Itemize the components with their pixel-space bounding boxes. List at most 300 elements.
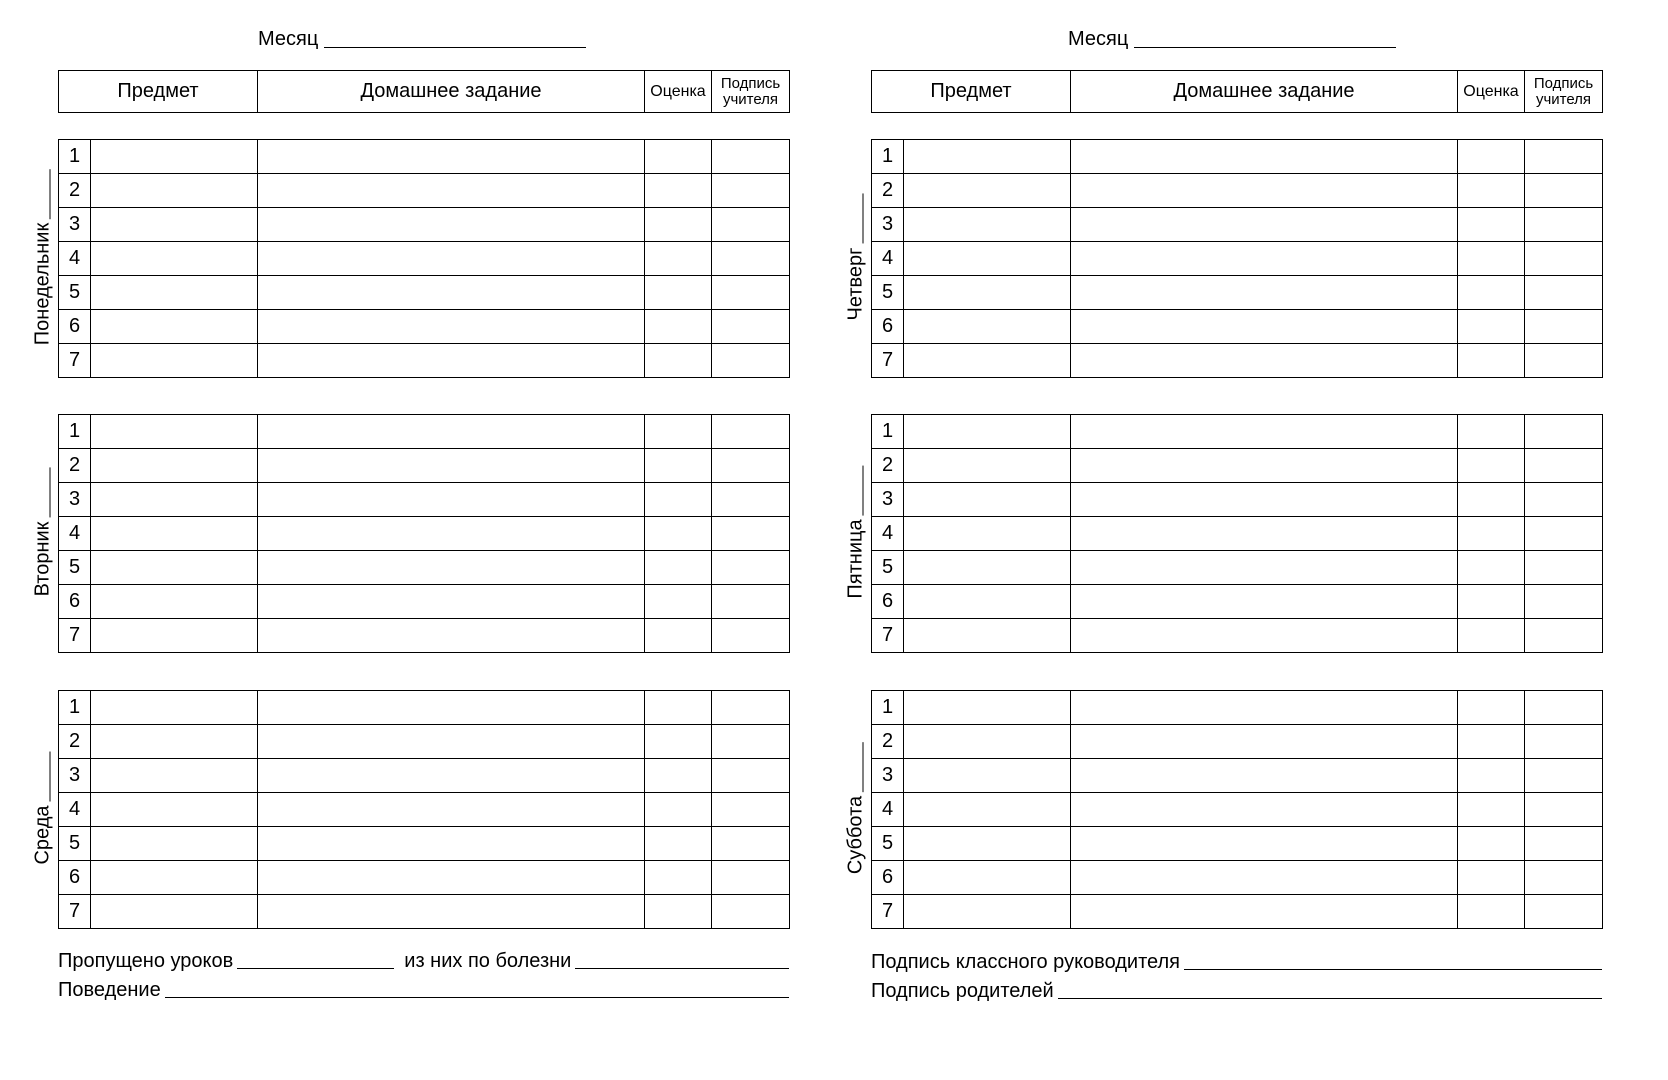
grade-cell[interactable] — [1458, 140, 1525, 174]
day-label-monday: Понедельник — [32, 169, 55, 345]
grade-cell[interactable] — [645, 691, 712, 725]
table-row — [59, 174, 790, 208]
sick-input[interactable] — [575, 968, 789, 969]
homework-cell[interactable] — [258, 174, 645, 208]
grade-cell[interactable] — [1458, 861, 1525, 895]
table-row — [59, 759, 790, 793]
teacher-signature-cell[interactable] — [712, 344, 790, 378]
subject-cell[interactable] — [91, 483, 258, 517]
day-label-thursday: Четверг — [845, 194, 868, 321]
class-teacher-signature-input[interactable] — [1184, 969, 1602, 970]
lesson-number: 4 — [872, 793, 904, 827]
teacher-signature-cell[interactable] — [712, 208, 790, 242]
missed-lessons-input[interactable] — [237, 968, 394, 969]
lesson-number: 3 — [872, 208, 904, 242]
teacher-signature-cell[interactable] — [712, 174, 790, 208]
teacher-signature-cell[interactable] — [712, 449, 790, 483]
homework-cell[interactable] — [1071, 619, 1458, 653]
homework-cell[interactable] — [258, 310, 645, 344]
lesson-number: 6 — [59, 861, 91, 895]
homework-cell[interactable] — [258, 759, 645, 793]
lesson-number: 7 — [872, 895, 904, 929]
lesson-number: 3 — [872, 483, 904, 517]
teacher-signature-cell[interactable] — [1525, 140, 1603, 174]
grade-cell[interactable] — [645, 483, 712, 517]
subject-cell[interactable] — [91, 310, 258, 344]
grade-cell[interactable] — [1458, 585, 1525, 619]
subject-cell[interactable] — [904, 174, 1071, 208]
right-page — [834, 0, 1668, 1080]
grade-cell[interactable] — [645, 449, 712, 483]
table-row — [872, 585, 1603, 619]
grade-cell[interactable] — [645, 415, 712, 449]
header-table — [58, 70, 790, 113]
grade-cell[interactable] — [1458, 174, 1525, 208]
grade-cell[interactable] — [1458, 208, 1525, 242]
subject-cell[interactable] — [91, 691, 258, 725]
month-label: Месяц — [1068, 28, 1129, 50]
subject-cell[interactable] — [904, 585, 1071, 619]
grade-cell[interactable] — [1458, 449, 1525, 483]
grade-cell[interactable] — [645, 895, 712, 929]
month-input-line[interactable] — [324, 47, 586, 48]
teacher-signature-cell[interactable] — [1525, 691, 1603, 725]
teacher-signature-cell[interactable] — [1525, 759, 1603, 793]
table-row — [59, 344, 790, 378]
teacher-signature-cell[interactable] — [1525, 310, 1603, 344]
subject-cell[interactable] — [904, 619, 1071, 653]
lesson-number: 5 — [59, 827, 91, 861]
grade-cell[interactable] — [645, 276, 712, 310]
teacher-signature-cell[interactable] — [1525, 208, 1603, 242]
grade-cell[interactable] — [645, 344, 712, 378]
grade-cell[interactable] — [1458, 344, 1525, 378]
teacher-signature-cell[interactable] — [1525, 344, 1603, 378]
lesson-number: 7 — [872, 619, 904, 653]
lesson-number: 5 — [872, 551, 904, 585]
teacher-signature-cell[interactable] — [1525, 276, 1603, 310]
grade-cell[interactable] — [645, 725, 712, 759]
teacher-signature-cell[interactable] — [1525, 861, 1603, 895]
behavior-input[interactable] — [165, 997, 789, 998]
table-row — [872, 344, 1603, 378]
subject-cell[interactable] — [91, 140, 258, 174]
homework-cell[interactable] — [258, 725, 645, 759]
homework-cell[interactable] — [258, 895, 645, 929]
grade-cell[interactable] — [1458, 483, 1525, 517]
class-teacher-signature-line — [871, 951, 1602, 974]
lesson-number: 7 — [59, 344, 91, 378]
homework-cell[interactable] — [1071, 242, 1458, 276]
homework-cell[interactable] — [1071, 895, 1458, 929]
grade-cell[interactable] — [1458, 415, 1525, 449]
subject-cell[interactable] — [904, 415, 1071, 449]
date-input-line[interactable] — [863, 465, 864, 515]
subject-cell[interactable] — [904, 861, 1071, 895]
teacher-signature-cell[interactable] — [1525, 725, 1603, 759]
grade-cell[interactable] — [1458, 691, 1525, 725]
table-row — [59, 691, 790, 725]
lesson-number: 2 — [59, 174, 91, 208]
subject-cell[interactable] — [91, 585, 258, 619]
grade-cell[interactable] — [1458, 619, 1525, 653]
subject-cell[interactable] — [91, 551, 258, 585]
subject-cell[interactable] — [904, 793, 1071, 827]
date-input-line[interactable] — [50, 169, 51, 219]
teacher-signature-cell[interactable] — [712, 895, 790, 929]
lesson-number: 4 — [872, 242, 904, 276]
missed-lessons-label: Пропущено уроков — [58, 950, 234, 972]
grade-cell[interactable] — [645, 585, 712, 619]
table-row — [59, 310, 790, 344]
subject-cell[interactable] — [91, 344, 258, 378]
month-input-line[interactable] — [1134, 47, 1396, 48]
teacher-signature-line1: Подпись — [1533, 74, 1594, 92]
lesson-number: 1 — [59, 415, 91, 449]
homework-cell[interactable] — [1071, 585, 1458, 619]
lesson-number: 3 — [59, 759, 91, 793]
table-row — [872, 691, 1603, 725]
lesson-number: 5 — [59, 551, 91, 585]
missed-lessons-line — [58, 950, 789, 973]
grade-cell[interactable] — [645, 861, 712, 895]
table-row — [59, 793, 790, 827]
subject-cell[interactable] — [904, 449, 1071, 483]
homework-cell[interactable] — [1071, 517, 1458, 551]
subject-cell[interactable] — [91, 759, 258, 793]
teacher-signature-cell[interactable] — [712, 483, 790, 517]
teacher-signature-cell[interactable] — [712, 585, 790, 619]
table-row — [59, 725, 790, 759]
homework-cell[interactable] — [258, 827, 645, 861]
subject-header: Предмет — [59, 71, 258, 113]
teacher-signature-cell[interactable] — [712, 725, 790, 759]
month-field — [1068, 28, 1396, 51]
day-label-tuesday: Вторник — [32, 468, 55, 597]
grade-cell[interactable] — [1458, 551, 1525, 585]
table-row — [59, 585, 790, 619]
homework-cell[interactable] — [258, 344, 645, 378]
lesson-number: 1 — [872, 140, 904, 174]
subject-cell[interactable] — [904, 725, 1071, 759]
table-row — [59, 827, 790, 861]
grade-cell[interactable] — [1458, 725, 1525, 759]
teacher-signature-cell[interactable] — [1525, 619, 1603, 653]
teacher-signature-line2: учителя — [722, 90, 779, 108]
table-row — [872, 415, 1603, 449]
day-table-friday — [871, 414, 1603, 653]
teacher-signature-line2: учителя — [1535, 90, 1592, 108]
subject-cell[interactable] — [91, 827, 258, 861]
table-row — [872, 759, 1603, 793]
lesson-number: 2 — [59, 449, 91, 483]
parents-signature-line — [871, 980, 1602, 1003]
teacher-signature-cell[interactable] — [712, 691, 790, 725]
grade-cell[interactable] — [645, 517, 712, 551]
homework-cell[interactable] — [258, 517, 645, 551]
date-input-line[interactable] — [863, 742, 864, 792]
teacher-signature-header — [712, 71, 790, 113]
table-row — [59, 895, 790, 929]
homework-cell[interactable] — [258, 861, 645, 895]
table-row — [872, 725, 1603, 759]
header-table — [871, 70, 1603, 113]
homework-cell[interactable] — [1071, 861, 1458, 895]
lesson-number: 2 — [59, 725, 91, 759]
table-row — [872, 242, 1603, 276]
teacher-signature-line1: Подпись — [720, 74, 781, 92]
lesson-number: 2 — [872, 174, 904, 208]
lesson-number: 3 — [872, 759, 904, 793]
subject-cell[interactable] — [904, 140, 1071, 174]
grade-cell[interactable] — [1458, 793, 1525, 827]
table-row — [872, 174, 1603, 208]
subject-cell[interactable] — [91, 276, 258, 310]
teacher-signature-cell[interactable] — [1525, 585, 1603, 619]
homework-cell[interactable] — [258, 208, 645, 242]
teacher-signature-cell[interactable] — [1525, 895, 1603, 929]
homework-cell[interactable] — [1071, 449, 1458, 483]
table-row — [872, 619, 1603, 653]
table-row — [59, 861, 790, 895]
parents-signature-input[interactable] — [1058, 998, 1602, 999]
subject-cell[interactable] — [91, 449, 258, 483]
grade-header: Оценка — [645, 71, 712, 113]
subject-cell[interactable] — [904, 691, 1071, 725]
lesson-number: 3 — [59, 483, 91, 517]
grade-cell[interactable] — [1458, 276, 1525, 310]
grade-cell[interactable] — [645, 208, 712, 242]
homework-cell[interactable] — [1071, 793, 1458, 827]
teacher-signature-cell[interactable] — [1525, 174, 1603, 208]
lesson-number: 5 — [872, 276, 904, 310]
homework-header: Домашнее задание — [1071, 71, 1458, 113]
lesson-number: 4 — [59, 242, 91, 276]
lesson-number: 7 — [59, 895, 91, 929]
table-row — [872, 517, 1603, 551]
lesson-number: 6 — [872, 585, 904, 619]
day-table-wednesday — [58, 690, 790, 929]
table-row — [59, 483, 790, 517]
class-teacher-signature-label: Подпись классного руководителя — [871, 951, 1180, 973]
day-table-tuesday — [58, 414, 790, 653]
lesson-number: 1 — [872, 415, 904, 449]
subject-cell[interactable] — [91, 208, 258, 242]
teacher-signature-cell[interactable] — [1525, 517, 1603, 551]
date-input-line[interactable] — [863, 194, 864, 244]
subject-cell[interactable] — [91, 895, 258, 929]
behavior-line — [58, 979, 789, 1002]
lesson-number: 6 — [872, 310, 904, 344]
table-row — [59, 208, 790, 242]
subject-cell[interactable] — [904, 208, 1071, 242]
homework-cell[interactable] — [1071, 208, 1458, 242]
sick-label: из них по болезни — [404, 950, 572, 972]
teacher-signature-cell[interactable] — [1525, 242, 1603, 276]
lesson-number: 6 — [59, 310, 91, 344]
homework-cell[interactable] — [258, 449, 645, 483]
teacher-signature-cell[interactable] — [712, 861, 790, 895]
grade-cell[interactable] — [1458, 759, 1525, 793]
day-label-wednesday: Среда — [32, 751, 55, 864]
homework-cell[interactable] — [258, 483, 645, 517]
table-row — [872, 208, 1603, 242]
subject-cell[interactable] — [904, 551, 1071, 585]
homework-cell[interactable] — [258, 585, 645, 619]
subject-cell[interactable] — [904, 517, 1071, 551]
parents-signature-label: Подпись родителей — [871, 980, 1054, 1002]
day-label-saturday: Суббота — [845, 742, 868, 874]
month-label: Месяц — [258, 28, 319, 50]
homework-cell[interactable] — [258, 551, 645, 585]
homework-cell[interactable] — [258, 691, 645, 725]
grade-cell[interactable] — [645, 793, 712, 827]
grade-cell[interactable] — [645, 140, 712, 174]
subject-cell[interactable] — [91, 415, 258, 449]
lesson-number: 4 — [59, 793, 91, 827]
subject-cell[interactable] — [904, 895, 1071, 929]
grade-cell[interactable] — [1458, 242, 1525, 276]
subject-cell[interactable] — [91, 793, 258, 827]
grade-cell[interactable] — [645, 551, 712, 585]
subject-cell[interactable] — [91, 619, 258, 653]
subject-cell[interactable] — [91, 242, 258, 276]
table-row — [872, 827, 1603, 861]
teacher-signature-cell[interactable] — [1525, 827, 1603, 861]
subject-cell[interactable] — [904, 759, 1071, 793]
grade-cell[interactable] — [645, 759, 712, 793]
homework-cell[interactable] — [1071, 415, 1458, 449]
teacher-signature-cell[interactable] — [712, 242, 790, 276]
subject-cell[interactable] — [91, 725, 258, 759]
homework-cell[interactable] — [258, 276, 645, 310]
teacher-signature-cell[interactable] — [712, 619, 790, 653]
table-row — [59, 517, 790, 551]
teacher-signature-cell[interactable] — [712, 793, 790, 827]
grade-cell[interactable] — [1458, 517, 1525, 551]
homework-cell[interactable] — [1071, 483, 1458, 517]
lesson-number: 4 — [872, 517, 904, 551]
teacher-signature-cell[interactable] — [1525, 483, 1603, 517]
grade-cell[interactable] — [645, 242, 712, 276]
homework-cell[interactable] — [1071, 140, 1458, 174]
table-row — [59, 415, 790, 449]
teacher-signature-cell[interactable] — [712, 276, 790, 310]
subject-cell[interactable] — [91, 517, 258, 551]
subject-cell[interactable] — [904, 276, 1071, 310]
table-row — [872, 449, 1603, 483]
grade-cell[interactable] — [645, 310, 712, 344]
subject-header: Предмет — [872, 71, 1071, 113]
lesson-number: 1 — [59, 140, 91, 174]
homework-cell[interactable] — [258, 415, 645, 449]
lesson-number: 5 — [59, 276, 91, 310]
homework-cell[interactable] — [258, 242, 645, 276]
table-row — [872, 895, 1603, 929]
homework-cell[interactable] — [1071, 276, 1458, 310]
table-row — [59, 619, 790, 653]
table-row — [872, 793, 1603, 827]
teacher-signature-cell[interactable] — [1525, 793, 1603, 827]
homework-cell[interactable] — [258, 140, 645, 174]
teacher-signature-header — [1525, 71, 1603, 113]
lesson-number: 2 — [872, 449, 904, 483]
homework-cell[interactable] — [1071, 725, 1458, 759]
day-table-monday — [58, 139, 790, 378]
homework-cell[interactable] — [1071, 174, 1458, 208]
grade-cell[interactable] — [1458, 827, 1525, 861]
teacher-signature-cell[interactable] — [1525, 449, 1603, 483]
month-field — [258, 28, 586, 51]
subject-cell[interactable] — [91, 861, 258, 895]
homework-cell[interactable] — [1071, 310, 1458, 344]
grade-cell[interactable] — [1458, 895, 1525, 929]
grade-cell[interactable] — [645, 619, 712, 653]
teacher-signature-cell[interactable] — [712, 759, 790, 793]
subject-cell[interactable] — [904, 344, 1071, 378]
lesson-number: 3 — [59, 208, 91, 242]
table-row — [59, 276, 790, 310]
lesson-number: 4 — [59, 517, 91, 551]
homework-cell[interactable] — [258, 619, 645, 653]
teacher-signature-cell[interactable] — [712, 551, 790, 585]
table-row — [59, 551, 790, 585]
lesson-number: 2 — [872, 725, 904, 759]
homework-cell[interactable] — [1071, 691, 1458, 725]
lesson-number: 7 — [872, 344, 904, 378]
table-row — [872, 483, 1603, 517]
table-row — [872, 861, 1603, 895]
homework-cell[interactable] — [1071, 827, 1458, 861]
homework-header: Домашнее задание — [258, 71, 645, 113]
teacher-signature-cell[interactable] — [712, 310, 790, 344]
lesson-number: 1 — [59, 691, 91, 725]
date-input-line[interactable] — [50, 468, 51, 518]
subject-cell[interactable] — [904, 827, 1071, 861]
lesson-number: 1 — [872, 691, 904, 725]
subject-cell[interactable] — [904, 242, 1071, 276]
table-row — [59, 242, 790, 276]
table-row — [872, 310, 1603, 344]
teacher-signature-cell[interactable] — [1525, 551, 1603, 585]
subject-cell[interactable] — [904, 483, 1071, 517]
date-input-line[interactable] — [50, 751, 51, 801]
grade-cell[interactable] — [645, 174, 712, 208]
table-row — [872, 140, 1603, 174]
grade-header: Оценка — [1458, 71, 1525, 113]
teacher-signature-cell[interactable] — [712, 415, 790, 449]
homework-cell[interactable] — [1071, 551, 1458, 585]
teacher-signature-cell[interactable] — [712, 517, 790, 551]
day-table-thursday — [871, 139, 1603, 378]
day-table-saturday — [871, 690, 1603, 929]
subject-cell[interactable] — [904, 310, 1071, 344]
table-row — [872, 551, 1603, 585]
teacher-signature-cell[interactable] — [712, 827, 790, 861]
grade-cell[interactable] — [645, 827, 712, 861]
subject-cell[interactable] — [91, 174, 258, 208]
day-label-friday: Пятница — [845, 465, 868, 598]
teacher-signature-cell[interactable] — [712, 140, 790, 174]
lesson-number: 5 — [872, 827, 904, 861]
homework-cell[interactable] — [1071, 759, 1458, 793]
table-row — [872, 276, 1603, 310]
homework-cell[interactable] — [1071, 344, 1458, 378]
homework-cell[interactable] — [258, 793, 645, 827]
grade-cell[interactable] — [1458, 310, 1525, 344]
behavior-label: Поведение — [58, 979, 161, 1001]
teacher-signature-cell[interactable] — [1525, 415, 1603, 449]
